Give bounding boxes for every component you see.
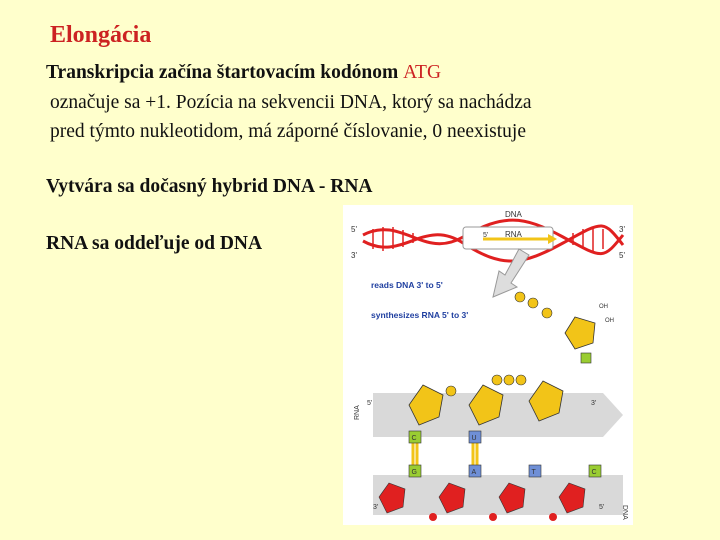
text-line-start-codon bbox=[46, 62, 441, 84]
rna-end-5: 5' bbox=[367, 400, 373, 407]
dna-template-strand bbox=[373, 465, 628, 521]
rna-base-u-label: U bbox=[471, 435, 477, 442]
dna-end-5: 5' bbox=[599, 504, 605, 511]
dna-base-g-label: G bbox=[411, 469, 417, 476]
text-line-rna-separates: RNA sa oddeľuje od DNA bbox=[46, 233, 263, 254]
dna-base-c-label: C bbox=[591, 469, 597, 476]
reads-dna-caption: reads DNA 3' to 5' bbox=[371, 280, 443, 290]
rna-label: RNA bbox=[505, 230, 522, 239]
incoming-nucleotide bbox=[515, 292, 614, 363]
end-3-bottom-left: 3' bbox=[351, 251, 357, 260]
base-pair-links bbox=[413, 437, 477, 467]
dna-end-3: 3' bbox=[373, 504, 379, 511]
zoom-arrow bbox=[493, 249, 529, 297]
end-5-rna: 5' bbox=[483, 232, 489, 239]
rna-base-c-label: C bbox=[411, 435, 417, 442]
start-codon-atg: ATG bbox=[403, 62, 442, 83]
oh-label-1: OH bbox=[599, 304, 608, 310]
end-3-top-right: 3' bbox=[619, 225, 625, 234]
transcription-diagram bbox=[343, 205, 633, 525]
rna-strand-label: RNA bbox=[354, 405, 361, 420]
dna-strand-label: DNA bbox=[621, 505, 628, 520]
rna-end-3: 3' bbox=[591, 400, 597, 407]
synthesizes-rna-caption: synthesizes RNA 5' to 3' bbox=[371, 310, 469, 320]
dna-label: DNA bbox=[505, 210, 522, 219]
slide-title: Elongácia bbox=[50, 22, 152, 48]
oh-label-2: OH bbox=[605, 318, 614, 324]
start-codon-text: Transkripcia začína štartovacím kodónom bbox=[46, 62, 404, 83]
text-line-hybrid: Vytvára sa dočasný hybrid DNA - RNA bbox=[46, 176, 373, 197]
end-5-bottom-right: 5' bbox=[619, 251, 625, 260]
dna-base-t-label: T bbox=[531, 469, 536, 476]
dna-helix bbox=[351, 210, 625, 261]
end-5-top-left: 5' bbox=[351, 225, 357, 234]
text-line-numbering: označuje sa +1. Pozícia na sekvencii DNA, ktorý sa nachádza bbox=[50, 92, 532, 113]
dna-base-a-label: A bbox=[471, 469, 477, 476]
rna-strand bbox=[354, 375, 623, 437]
text-line-negative-numbering: pred týmto nukleotidom, má záporné číslovanie, 0 neexistuje bbox=[50, 121, 526, 142]
